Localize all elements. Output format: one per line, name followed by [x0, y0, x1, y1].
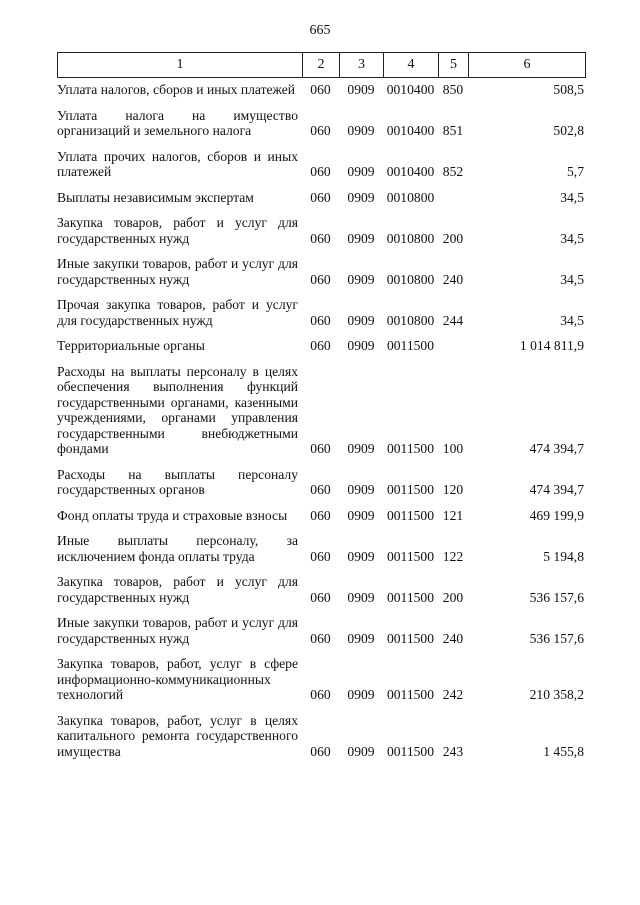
row-amount: 34,5 [560, 230, 584, 246]
row-col-5: 850 [442, 82, 464, 97]
row-name: Выплаты независимым экспертам [57, 189, 254, 205]
row-col-4: 0010800 [386, 189, 435, 205]
row-col-2: 060 [310, 123, 331, 138]
table-row [57, 574, 586, 605]
row-col-4: 0011500 [386, 630, 435, 646]
row-amount: 34,5 [560, 312, 584, 328]
row-name: Иные выплаты персоналу, за исключением фонда оплаты труда [57, 533, 298, 564]
row-col-4: 0010800 [386, 230, 435, 246]
table-row [57, 149, 586, 180]
row-col-3: 0909 [347, 482, 375, 497]
row-col-4: 0011500 [386, 507, 435, 523]
page-number: 665 [309, 23, 331, 38]
row-col-4: 0010800 [386, 312, 435, 328]
row-col-2: 060 [310, 82, 331, 97]
row-amount: 34,5 [560, 189, 584, 205]
row-name: Закупка товаров, работ и услуг для государственных нужд [57, 574, 298, 605]
table-row [57, 190, 586, 206]
table-row [57, 82, 586, 98]
row-col-3: 0909 [347, 123, 375, 138]
row-col-2: 060 [310, 630, 331, 646]
row-col-4: 0010400 [386, 82, 435, 97]
row-name: Прочая закупка товаров, работ и услуг для государственных нужд [57, 297, 298, 328]
row-col-3: 0909 [347, 338, 375, 353]
table-row [57, 364, 586, 457]
row-col-4: 0011500 [386, 441, 435, 456]
header-col-2: 2 [303, 53, 340, 77]
row-amount: 1 014 811,9 [519, 338, 584, 353]
row-col-3: 0909 [347, 589, 375, 605]
header-col-3: 3 [340, 53, 384, 77]
row-col-4: 0011500 [386, 589, 435, 605]
row-col-5: 244 [442, 312, 464, 328]
row-col-2: 060 [310, 548, 331, 564]
table-row [57, 108, 586, 139]
row-col-5: 851 [442, 123, 464, 138]
table-row [57, 338, 586, 354]
header-col-4: 4 [384, 53, 439, 77]
table-row [57, 467, 586, 498]
row-col-2: 060 [310, 189, 331, 205]
row-col-3: 0909 [347, 687, 375, 702]
header-col-6: 6 [523, 57, 531, 72]
row-col-2: 060 [310, 338, 331, 353]
row-col-4: 0011500 [386, 743, 435, 759]
row-col-5: 243 [442, 743, 464, 759]
row-col-2: 060 [310, 482, 331, 497]
row-amount: 536 157,6 [529, 589, 584, 605]
row-name: Иные закупки товаров, работ и услуг для государственных нужд [57, 256, 298, 287]
row-col-5: 242 [442, 687, 464, 702]
row-col-2: 060 [310, 230, 331, 246]
table-row [57, 713, 586, 760]
row-name: Уплата прочих налогов, сборов и иных платежей [57, 148, 298, 179]
header-col-5: 5 [439, 53, 469, 77]
row-col-4: 0010400 [386, 164, 435, 179]
row-amount: 5,7 [567, 164, 584, 179]
row-col-5: 200 [442, 230, 464, 246]
row-name: Закупка товаров, работ, услуг в сфере информационно-коммуникационных технологий [57, 656, 298, 702]
row-col-4: 0011500 [386, 548, 435, 564]
row-amount: 5 194,8 [543, 548, 584, 564]
row-col-5: 200 [442, 589, 464, 605]
table-body [57, 82, 586, 769]
row-col-4: 0011500 [386, 338, 435, 353]
table-row [57, 297, 586, 328]
row-name: Уплата налогов, сборов и иных платежей [57, 82, 296, 97]
row-amount: 210 358,2 [529, 687, 584, 702]
row-col-3: 0909 [347, 441, 375, 456]
row-col-5: 122 [442, 548, 464, 564]
table-header [57, 52, 586, 78]
row-col-4: 0010400 [386, 123, 435, 138]
row-name: Фонд оплаты труда и страховые взносы [57, 507, 288, 523]
row-col-2: 060 [310, 589, 331, 605]
row-col-3: 0909 [347, 548, 375, 564]
row-amount: 508,5 [553, 82, 584, 97]
row-col-5: 121 [442, 507, 464, 523]
row-amount: 474 394,7 [529, 441, 584, 456]
row-col-2: 060 [310, 687, 331, 702]
row-col-5: 240 [442, 271, 464, 287]
row-col-2: 060 [310, 507, 331, 523]
row-col-4: 0011500 [386, 482, 435, 497]
row-amount: 34,5 [560, 271, 584, 287]
row-name: Расходы на выплаты персоналу в целях обеспечения выполнения функций государственными органами, казенными учреждениями, органами управления государственными внебюджетными фондами [57, 363, 298, 456]
row-name: Уплата налога на имущество организаций и земельного налога [57, 107, 298, 138]
row-col-3: 0909 [347, 82, 375, 97]
header-col-1: 1 [58, 53, 303, 77]
row-col-5: 852 [442, 164, 464, 179]
row-col-2: 060 [310, 164, 331, 179]
row-col-3: 0909 [347, 743, 375, 759]
table-row [57, 215, 586, 246]
table-row [57, 615, 586, 646]
row-col-5: 100 [442, 441, 464, 456]
table-row [57, 508, 586, 524]
row-col-2: 060 [310, 312, 331, 328]
row-col-2: 060 [310, 271, 331, 287]
table-row [57, 656, 586, 703]
row-name: Закупка товаров, работ и услуг для государственных нужд [57, 215, 298, 246]
row-col-3: 0909 [347, 189, 375, 205]
row-col-4: 0011500 [386, 687, 435, 702]
row-name: Территориальные органы [57, 338, 205, 353]
table-row [57, 533, 586, 564]
row-name: Расходы на выплаты персоналу государственных органов [57, 466, 298, 497]
row-col-3: 0909 [347, 630, 375, 646]
row-amount: 1 455,8 [543, 743, 584, 759]
row-amount: 474 394,7 [529, 482, 584, 497]
row-col-2: 060 [310, 441, 331, 456]
row-col-3: 0909 [347, 271, 375, 287]
row-name: Иные закупки товаров, работ и услуг для государственных нужд [57, 615, 298, 646]
row-col-3: 0909 [347, 164, 375, 179]
row-col-5: 120 [442, 482, 464, 497]
row-name: Закупка товаров, работ, услуг в целях капитального ремонта государственного имущества [57, 712, 298, 759]
table-row [57, 256, 586, 287]
row-amount: 469 199,9 [529, 507, 584, 523]
row-amount: 502,8 [553, 123, 584, 138]
row-amount: 536 157,6 [529, 630, 584, 646]
row-col-3: 0909 [347, 507, 375, 523]
row-col-3: 0909 [347, 230, 375, 246]
row-col-4: 0010800 [386, 271, 435, 287]
row-col-5: 240 [442, 630, 464, 646]
row-col-2: 060 [310, 743, 331, 759]
row-col-3: 0909 [347, 312, 375, 328]
